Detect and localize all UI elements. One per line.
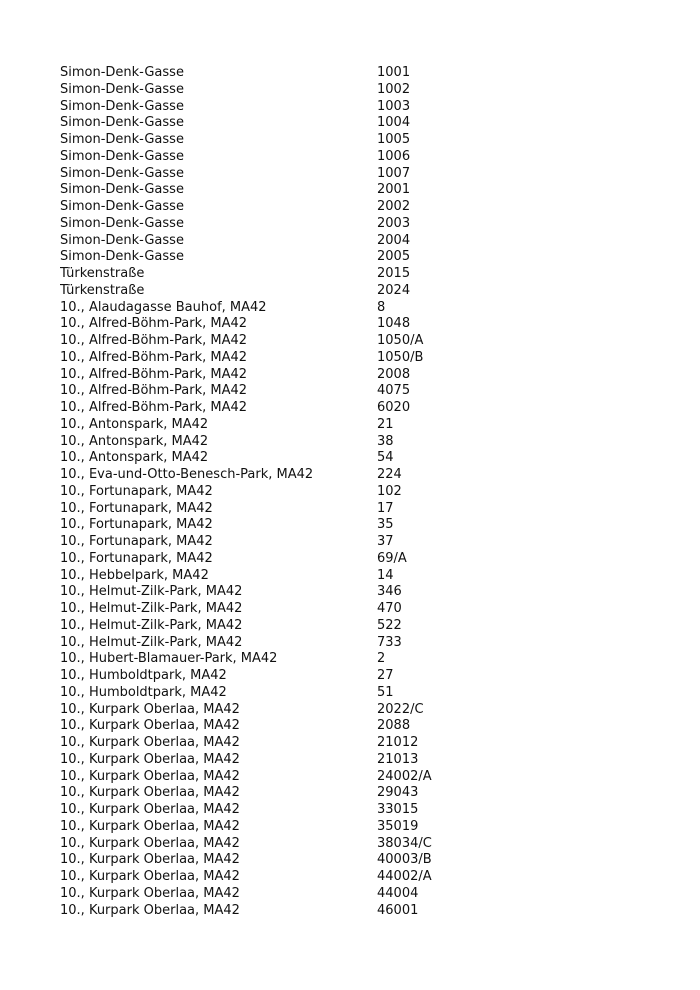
table-row	[60, 199, 660, 216]
street-cell: 10., Antonspark, MA42	[60, 433, 209, 449]
number-cell: 2003	[377, 215, 411, 231]
number-cell: 1007	[377, 165, 411, 181]
street-cell: Simon-Denk-Gasse	[60, 81, 184, 97]
street-cell: 10., Humboldtpark, MA42	[60, 684, 227, 700]
street-cell: 10., Alfred-Böhm-Park, MA42	[60, 333, 248, 348]
street-cell: 10., Alfred-Böhm-Park, MA42	[60, 349, 248, 365]
street-cell: 10., Kurpark Oberlaa, MA42	[60, 735, 240, 750]
street-cell: 10., Eva-und-Otto-Benesch-Park, MA42	[60, 467, 314, 482]
table-row	[60, 383, 660, 400]
street-cell: Simon-Denk-Gasse	[60, 132, 184, 147]
number-cell: 29043	[377, 785, 419, 801]
street-cell: 10., Kurpark Oberlaa, MA42	[60, 852, 240, 868]
table-row	[60, 501, 660, 518]
table-row	[60, 785, 660, 802]
number-cell: 102	[377, 483, 402, 499]
number-cell: 38	[377, 433, 394, 449]
table-row	[60, 417, 660, 434]
table-row	[60, 132, 660, 149]
table-row	[60, 266, 660, 283]
number-cell: 51	[377, 684, 394, 700]
street-cell: 10., Kurpark Oberlaa, MA42	[60, 718, 240, 734]
street-cell: 10., Fortunapark, MA42	[60, 483, 213, 499]
table-row	[60, 367, 660, 384]
number-cell: 54	[377, 450, 394, 466]
table-row	[60, 467, 660, 484]
street-cell: 10., Kurpark Oberlaa, MA42	[60, 885, 240, 901]
street-cell: 10., Helmut-Zilk-Park, MA42	[60, 634, 243, 650]
table-row	[60, 182, 660, 199]
number-cell: 346	[377, 584, 402, 600]
number-cell: 1002	[377, 81, 411, 97]
table-row	[60, 149, 660, 166]
table-row	[60, 166, 660, 183]
table-row	[60, 568, 660, 585]
number-cell: 224	[377, 467, 402, 482]
number-cell: 1050/B	[377, 349, 424, 365]
number-cell: 21012	[377, 735, 419, 750]
number-cell: 35019	[377, 818, 419, 834]
number-cell: 1006	[377, 148, 411, 164]
street-cell: 10., Kurpark Oberlaa, MA42	[60, 785, 240, 801]
location-table	[60, 65, 660, 919]
number-cell: 6020	[377, 400, 411, 415]
number-cell: 4075	[377, 383, 411, 399]
number-cell: 470	[377, 601, 402, 616]
table-row	[60, 668, 660, 685]
number-cell: 35	[377, 517, 394, 533]
number-cell: 33015	[377, 802, 419, 817]
table-row	[60, 216, 660, 233]
table-row	[60, 400, 660, 417]
table-row	[60, 484, 660, 501]
table-row	[60, 735, 660, 752]
street-cell: 10., Kurpark Oberlaa, MA42	[60, 818, 240, 834]
street-cell: 10., Fortunapark, MA42	[60, 550, 213, 566]
table-row	[60, 450, 660, 467]
number-cell: 1004	[377, 115, 411, 131]
street-cell: 10., Helmut-Zilk-Park, MA42	[60, 617, 243, 633]
street-cell: 10., Alaudagasse Bauhof, MA42	[60, 299, 267, 315]
street-cell: 10., Helmut-Zilk-Park, MA42	[60, 584, 243, 600]
number-cell: 733	[377, 634, 402, 650]
number-cell: 38034/C	[377, 835, 432, 851]
street-cell: Simon-Denk-Gasse	[60, 65, 184, 80]
table-row	[60, 551, 660, 568]
street-cell: 10., Hebbelpark, MA42	[60, 567, 209, 583]
street-cell: Simon-Denk-Gasse	[60, 115, 184, 131]
number-cell: 1003	[377, 98, 411, 114]
table-row	[60, 685, 660, 702]
street-cell: Simon-Denk-Gasse	[60, 199, 184, 214]
table-row	[60, 651, 660, 668]
street-cell: Türkenstraße	[60, 282, 145, 298]
street-cell: 10., Kurpark Oberlaa, MA42	[60, 802, 240, 817]
table-row	[60, 300, 660, 317]
number-cell: 69/A	[377, 550, 407, 566]
table-row	[60, 903, 660, 920]
number-cell: 21	[377, 416, 394, 432]
table-row	[60, 283, 660, 300]
street-cell: Simon-Denk-Gasse	[60, 165, 184, 181]
number-cell: 46001	[377, 902, 419, 918]
street-cell: Simon-Denk-Gasse	[60, 182, 184, 198]
number-cell: 2022/C	[377, 701, 424, 717]
number-cell: 522	[377, 617, 402, 633]
number-cell: 44002/A	[377, 869, 432, 884]
number-cell: 2004	[377, 232, 411, 248]
table-row	[60, 99, 660, 116]
number-cell: 37	[377, 534, 394, 549]
table-row	[60, 316, 660, 333]
number-cell: 2024	[377, 282, 411, 298]
table-row	[60, 333, 660, 350]
number-cell: 1005	[377, 132, 411, 147]
street-cell: 10., Alfred-Böhm-Park, MA42	[60, 366, 248, 382]
table-row	[60, 635, 660, 652]
street-cell: 10., Kurpark Oberlaa, MA42	[60, 869, 240, 884]
number-cell: 1048	[377, 316, 411, 332]
number-cell: 2002	[377, 199, 411, 214]
table-row	[60, 618, 660, 635]
table-row	[60, 702, 660, 719]
table-row	[60, 233, 660, 250]
table-row	[60, 886, 660, 903]
table-row	[60, 601, 660, 618]
table-row	[60, 718, 660, 735]
street-cell: Simon-Denk-Gasse	[60, 148, 184, 164]
number-cell: 21013	[377, 751, 419, 767]
table-row	[60, 517, 660, 534]
street-cell: 10., Alfred-Böhm-Park, MA42	[60, 383, 248, 399]
street-cell: Simon-Denk-Gasse	[60, 232, 184, 248]
street-cell: 10., Kurpark Oberlaa, MA42	[60, 835, 240, 851]
street-cell: 10., Kurpark Oberlaa, MA42	[60, 701, 240, 717]
street-cell: 10., Fortunapark, MA42	[60, 500, 213, 516]
table-row	[60, 802, 660, 819]
street-cell: 10., Kurpark Oberlaa, MA42	[60, 751, 240, 767]
number-cell: 8	[377, 299, 386, 315]
number-cell: 2005	[377, 249, 411, 265]
table-row	[60, 852, 660, 869]
street-cell: 10., Fortunapark, MA42	[60, 517, 213, 533]
street-cell: Simon-Denk-Gasse	[60, 98, 184, 114]
street-cell: Simon-Denk-Gasse	[60, 215, 184, 231]
number-cell: 40003/B	[377, 852, 432, 868]
street-cell: 10., Alfred-Böhm-Park, MA42	[60, 400, 248, 415]
table-row	[60, 249, 660, 266]
table-row	[60, 869, 660, 886]
table-row	[60, 819, 660, 836]
number-cell: 2015	[377, 266, 411, 281]
street-cell: 10., Fortunapark, MA42	[60, 534, 213, 549]
number-cell: 2088	[377, 718, 411, 734]
table-row	[60, 769, 660, 786]
number-cell: 1001	[377, 65, 411, 80]
table-row	[60, 836, 660, 853]
street-cell: Türkenstraße	[60, 266, 145, 281]
number-cell: 2	[377, 651, 386, 667]
number-cell: 14	[377, 567, 394, 583]
table-row	[60, 584, 660, 601]
number-cell: 44004	[377, 885, 419, 901]
number-cell: 2001	[377, 182, 411, 198]
street-cell: 10., Kurpark Oberlaa, MA42	[60, 902, 240, 918]
street-cell: 10., Helmut-Zilk-Park, MA42	[60, 601, 243, 616]
street-cell: 10., Alfred-Böhm-Park, MA42	[60, 316, 248, 332]
street-cell: 10., Hubert-Blamauer-Park, MA42	[60, 651, 278, 667]
street-cell: 10., Humboldtpark, MA42	[60, 668, 227, 683]
street-cell: 10., Kurpark Oberlaa, MA42	[60, 768, 240, 784]
number-cell: 27	[377, 668, 394, 683]
street-cell: 10., Antonspark, MA42	[60, 450, 209, 466]
street-cell: 10., Antonspark, MA42	[60, 416, 209, 432]
number-cell: 2008	[377, 366, 411, 382]
table-row	[60, 350, 660, 367]
number-cell: 24002/A	[377, 768, 432, 784]
table-row	[60, 115, 660, 132]
table-row	[60, 65, 660, 82]
table-row	[60, 752, 660, 769]
number-cell: 17	[377, 500, 394, 516]
table-row	[60, 82, 660, 99]
table-row	[60, 534, 660, 551]
number-cell: 1050/A	[377, 333, 424, 348]
table-row	[60, 434, 660, 451]
street-cell: Simon-Denk-Gasse	[60, 249, 184, 265]
